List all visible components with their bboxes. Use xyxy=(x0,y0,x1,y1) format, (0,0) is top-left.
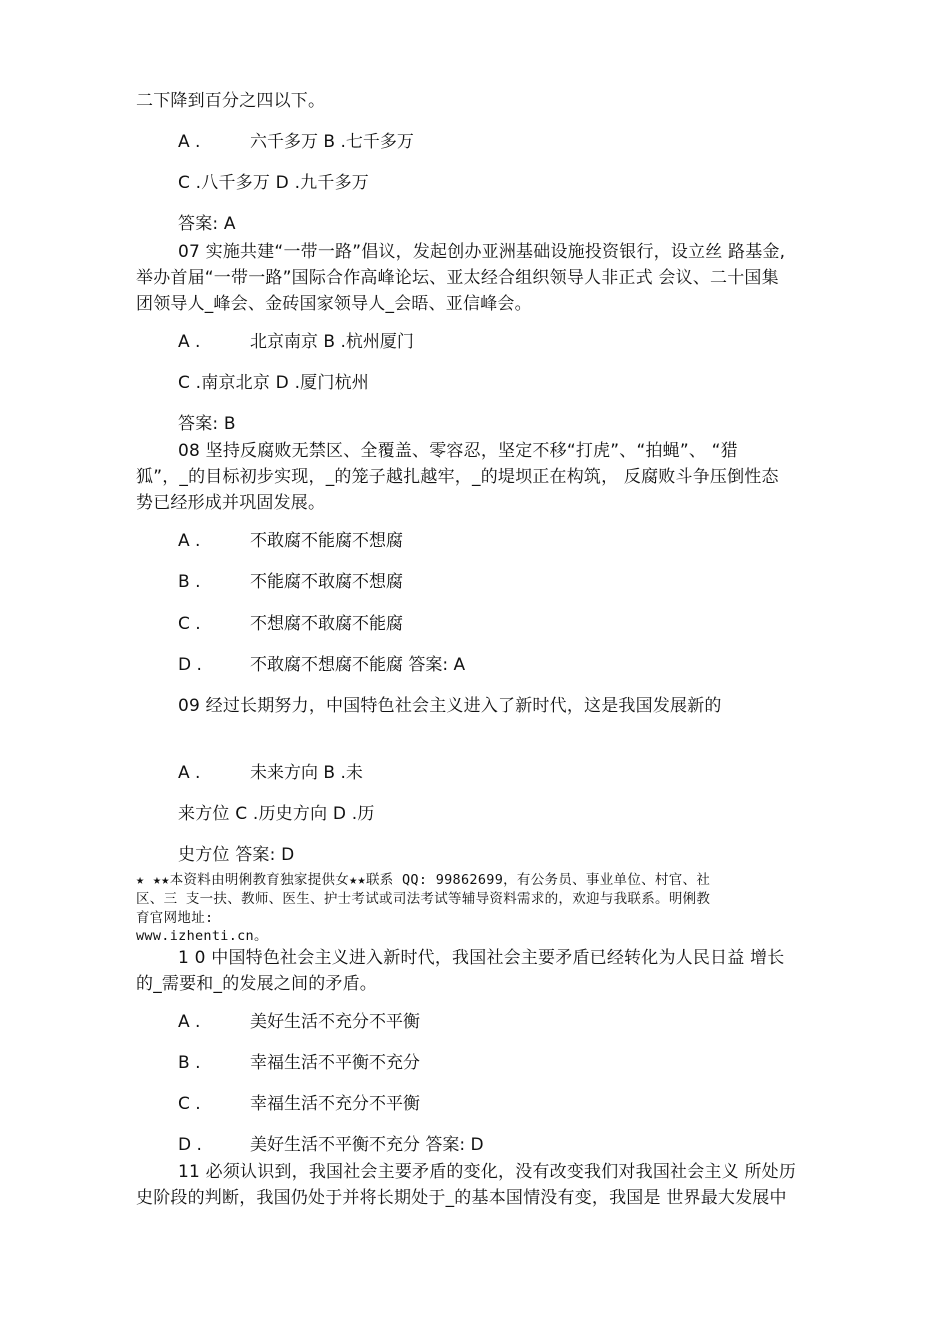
option-label: C . xyxy=(178,1094,201,1114)
option-line xyxy=(178,131,414,153)
question-line: 史阶段的判断，我国仍处于并将长期处于_的基本国情没有变，我国是 世界最大发展中 xyxy=(136,1188,787,1208)
question-line: 08 坚持反腐败无禁区、全覆盖、零容忍，坚定不移“打虎”、“拍蝇”、 “猎 xyxy=(178,441,738,461)
option-line xyxy=(178,1134,484,1156)
option-text: 不想腐不敢腐不能腐 xyxy=(250,614,403,634)
option-text: 不敢腐不想腐不能腐 答案: A xyxy=(250,655,466,675)
option-text: 六千多万 B .七千多万 xyxy=(250,132,414,152)
option-text: 不能腐不敢腐不想腐 xyxy=(250,572,403,592)
option-line xyxy=(178,1093,420,1115)
question-line: 11 必须认识到，我国社会主要矛盾的变化，没有改变我们对我国社会主义 所处历 xyxy=(178,1162,797,1182)
answer-line: 答案: B xyxy=(178,414,236,434)
option-label: B . xyxy=(178,572,201,592)
option-label: A . xyxy=(178,531,201,551)
answer-line: 史方位 答案: D xyxy=(178,845,295,865)
advert-line: ★ ★★本资料由明俐教育独家提供女★★联系 QQ: 99862699，有公务员、事业单位、村官、社 xyxy=(136,872,711,888)
option-text: 幸福生活不平衡不充分 xyxy=(250,1053,420,1073)
option-line xyxy=(178,762,363,784)
option-line: 来方位 C .历史方向 D .历 xyxy=(178,804,375,824)
question-line: 团领导人_峰会、金砖国家领导人_会晤、亚信峰会。 xyxy=(136,294,532,314)
option-text: 北京南京 B .杭州厦门 xyxy=(250,332,414,352)
answer-line: 答案: A xyxy=(178,214,236,234)
option-text: 美好生活不充分不平衡 xyxy=(250,1012,420,1032)
option-line xyxy=(178,571,403,593)
question-line: 狐”，_的目标初步实现，_的笼子越扎越牢，_的堤坝正在构筑， 反腐败斗争压倒性态 xyxy=(136,467,779,487)
question-line: 举办首届“一带一路”国际合作高峰论坛、亚太经合组织领导人非正式 会议、二十国集 xyxy=(136,268,779,288)
option-label: D . xyxy=(178,655,202,675)
option-line xyxy=(178,331,414,353)
option-label: D . xyxy=(178,1135,202,1155)
option-line xyxy=(178,654,465,676)
option-text: 美好生活不平衡不充分 答案: D xyxy=(250,1135,484,1155)
question-line: 势已经形成并巩固发展。 xyxy=(136,493,326,513)
question-line: 1 0 中国特色社会主义进入新时代，我国社会主要矛盾已经转化为人民日益 增长 xyxy=(178,948,785,968)
option-label: A . xyxy=(178,132,201,152)
option-text: 不敢腐不能腐不想腐 xyxy=(250,531,403,551)
option-text: 未来方向 B .未 xyxy=(250,763,363,783)
advert-url: www.izhenti.cn。 xyxy=(136,928,268,944)
option-line: C .八千多万 D .九千多万 xyxy=(178,173,369,193)
option-label: B . xyxy=(178,1053,201,1073)
advert-line: 区、三 支一扶、教师、医生、护士考试或司法考试等辅导资料需求的，欢迎与我联系。明俐教 xyxy=(136,891,711,907)
option-label: A . xyxy=(178,763,201,783)
text-line: 二下降到百分之四以下。 xyxy=(136,91,326,111)
option-label: C . xyxy=(178,614,201,634)
question-line: 的_需要和_的发展之间的矛盾。 xyxy=(136,974,377,994)
option-line xyxy=(178,530,403,552)
option-line xyxy=(178,613,403,635)
question-line: 07 实施共建“一带一路”倡议，发起创办亚洲基础设施投资银行，设立丝 路基金, xyxy=(178,242,786,262)
option-label: A . xyxy=(178,1012,201,1032)
option-label: A . xyxy=(178,332,201,352)
option-text: 幸福生活不充分不平衡 xyxy=(250,1094,420,1114)
option-line: C .南京北京 D .厦门杭州 xyxy=(178,373,369,393)
advert-line: 育官网地址: xyxy=(136,910,214,926)
option-line xyxy=(178,1011,420,1033)
question-line: 09 经过长期努力，中国特色社会主义进入了新时代，这是我国发展新的 xyxy=(178,696,722,716)
option-line xyxy=(178,1052,420,1074)
